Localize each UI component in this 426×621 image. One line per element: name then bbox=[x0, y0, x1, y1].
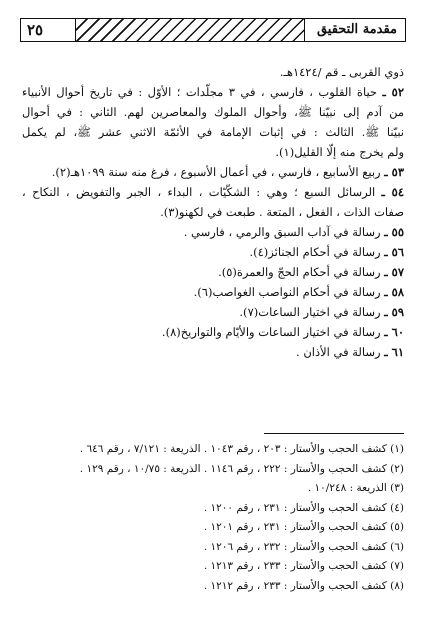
text-line: ذوي القربى ـ قم /١٤٢٤هـ. bbox=[279, 65, 404, 79]
text-line: ٥٢ ـ حياة القلوب ، فارسي ، في ٣ مجلّدات ؛ الأوّل : في تاريخ أحوال الأنبياء bbox=[22, 85, 404, 99]
text-line: ولم يخرج منه إلّا القليل(١). bbox=[275, 145, 404, 159]
footnote: (٣) الذريعة : ١٠/٢٤٨ . bbox=[307, 482, 404, 494]
footnote: (٤) كشف الحجب والأستار : ٢٣١ ، رقم ١٢٠٠ . bbox=[203, 501, 404, 514]
footnote: (٧) كشف الحجب والأستار : ٢٣٣ ، رقم ١٢١٣ . bbox=[203, 560, 404, 572]
page-header bbox=[20, 18, 406, 42]
text-line: ٦٠ ـ رسالة في اختيار الساعات والأيّام والتواريخ(٨). bbox=[161, 325, 404, 339]
page-number: ٢٥ bbox=[27, 21, 44, 39]
text-line: ٥٥ ـ رسالة في آداب السبق والرمي ، فارسي . bbox=[183, 225, 404, 239]
text-line: صفات الذات ، الفعل ، المتعة . طبعت في لكهنو(٣). bbox=[160, 205, 404, 219]
text-line: من آدم إلى نبيّنا ﷺ، وأحوال الملوك والمعاصرين لهم. الثاني : في أحوال bbox=[22, 105, 404, 119]
text-line: ٥٤ ـ الرسائل السبع ؛ وهي : الشكّيّات ، البداء ، الجبر والتفويض ، النكاح ، bbox=[22, 185, 404, 199]
text-line: نبيّنا ﷺ. الثالث : في إثبات الإمامة في الأئمّة الاثني عشر ﷺ، لم يكمل bbox=[22, 125, 404, 139]
text-line: ٥٣ ـ ربيع الأسابيع ، فارسي ، في أعمال الأسبوع ، فرغ منه سنة ١٠٩٩هـ(٢). bbox=[51, 165, 404, 179]
section-title: مقدمة التحقيق bbox=[316, 22, 397, 37]
footnote: (٥) كشف الحجب والأستار : ٢٣١ ، رقم ١٢٠١ . bbox=[203, 521, 404, 533]
footnotes bbox=[22, 440, 404, 596]
text-line: ٦١ ـ رسالة في الأذان . bbox=[296, 345, 404, 359]
text-line: ٥٦ ـ رسالة في أحكام الجنائز(٤). bbox=[249, 245, 404, 259]
footnote: (٨) كشف الحجب والأستار : ٢٣٣ ، رقم ١٢١٢ . bbox=[203, 579, 404, 592]
footnote: (٢) كشف الحجب والأستار : ٢٢٢ ، رقم ١١٤٦ . الذريعة : ١٠/٧٥ ، رقم ١٢٩ . bbox=[79, 462, 404, 475]
footnote-separator bbox=[264, 433, 404, 434]
footnote: (١) كشف الحجب والأستار : ٢٠٣ ، رقم ١٠٤٣ . الذريعة : ٧/١٢١ ، رقم ٦٤٦ . bbox=[79, 443, 404, 455]
header-ornament bbox=[75, 19, 305, 41]
text-line: ٥٩ ـ رسالة في اختيار الساعات(٧). bbox=[239, 305, 404, 319]
text-line: ٥٧ ـ رسالة في أحكام الحجّ والعمرة(٥). bbox=[218, 265, 404, 279]
footnote: (٦) كشف الحجب والأستار : ٢٣٢ ، رقم ١٢٠٦ . bbox=[203, 540, 404, 553]
main-text bbox=[22, 62, 404, 362]
text-line: ٥٨ ـ رسالة في أحكام النواصب الغواصب(٦). bbox=[193, 285, 404, 299]
